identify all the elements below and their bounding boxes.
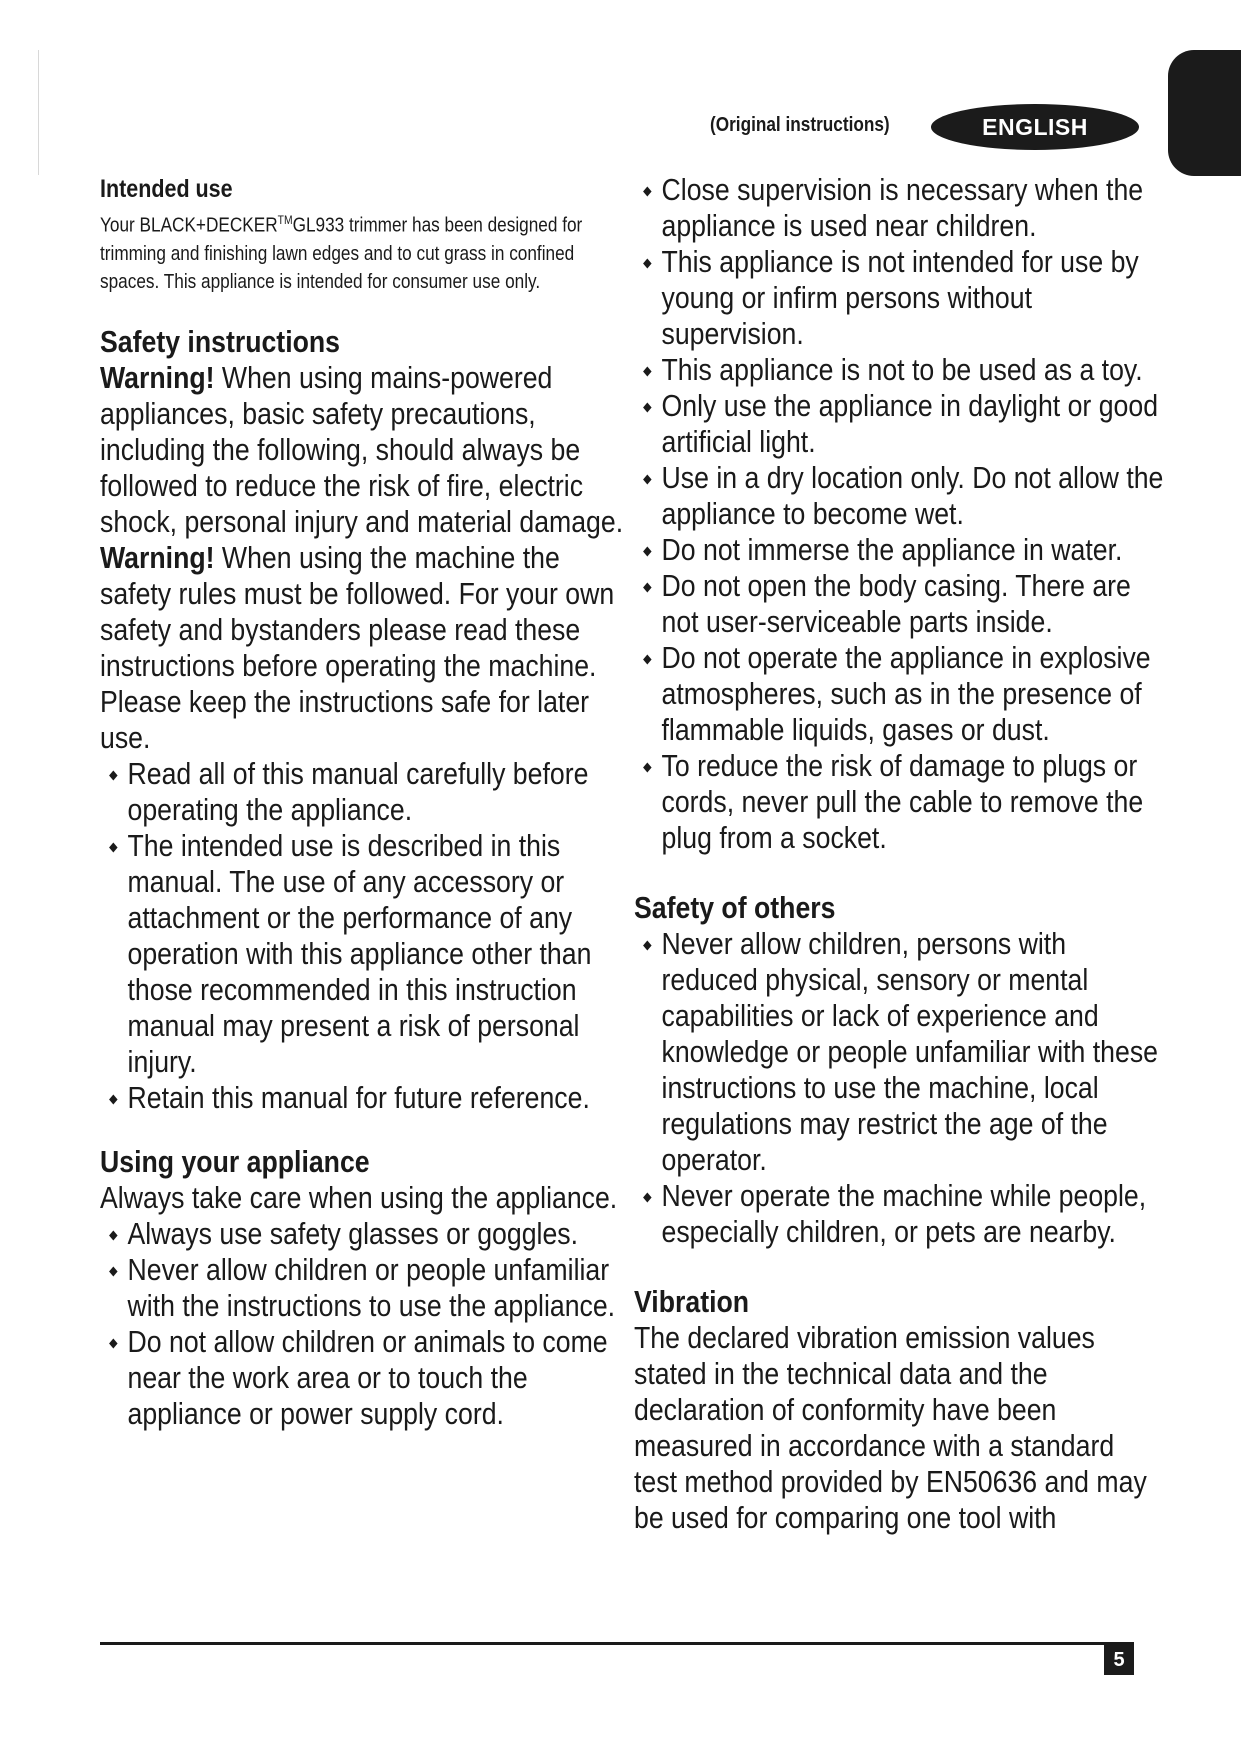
using-appliance-heading: Using your appliance	[100, 1143, 370, 1179]
bullet-diamond-icon	[643, 583, 652, 593]
general-safety-list	[634, 172, 1164, 856]
bullet-diamond-icon	[109, 770, 118, 780]
intended-use-heading: Intended use	[100, 175, 233, 203]
list-item: Do not operate the appliance in explosive atmospheres, such as in the presence of flammable liquids, gases or dust.	[634, 640, 1164, 748]
list-item: Never allow children or people unfamiliar with the instructions to use the appliance.	[100, 1252, 630, 1324]
vibration-heading: Vibration	[634, 1284, 750, 1319]
using-appliance-list	[100, 1216, 630, 1432]
page-number: 5	[1104, 1645, 1134, 1675]
vibration-text: The declared vibration emission values stated in the technical data and the declaration of conformity have been measured in accordance with a standard test method provided by EN50636 and may be used for comparing one tool with	[634, 1320, 1147, 1535]
bullet-diamond-icon	[109, 1094, 118, 1104]
list-item: Retain this manual for future reference.	[100, 1080, 630, 1116]
bullet-diamond-icon	[643, 187, 652, 197]
warning-paragraph-2	[100, 540, 630, 756]
using-appliance-intro: Always take care when using the appliance.	[100, 1179, 618, 1215]
list-item: Read all of this manual carefully before operating the appliance.	[100, 756, 630, 828]
list-item: Do not allow children or animals to come near the work area or to touch the appliance or power supply cord.	[100, 1324, 630, 1432]
intended-use-text-start: Your BLACK+DECKER	[100, 214, 278, 237]
bullet-diamond-icon	[643, 367, 652, 377]
safety-of-others-list	[634, 926, 1164, 1250]
list-item: Never allow children, persons with reduced physical, sensory or mental capabilities or lack of experience and knowledge or people unfamiliar with these instructions to use the machine, local regulations may restrict the age of the operator.	[634, 926, 1164, 1178]
language-badge: ENGLISH	[931, 104, 1139, 150]
language-thumb-tab	[1168, 50, 1241, 176]
safety-of-others-heading: Safety of others	[634, 890, 836, 925]
original-instructions-label: (Original instructions)	[710, 114, 890, 136]
warning-text-1: When using mains-powered appliances, basic safety precautions, including the following, should always be followed to reduce the risk of fire, electric shock, personal injury and material damage.	[100, 359, 624, 539]
list-item: Only use the appliance in daylight or good artificial light.	[634, 388, 1164, 460]
list-item: This appliance is not to be used as a toy.	[634, 352, 1164, 388]
trademark-mark: TM	[277, 213, 293, 227]
list-item: Do not immerse the appliance in water.	[634, 532, 1164, 568]
safety-instructions-list	[100, 756, 630, 1116]
intended-use-text-end: GL933 trimmer has been designed for trimming and finishing lawn edges and to cut grass in confined spaces. This appliance is intended for consumer use only.	[100, 214, 583, 293]
left-column	[100, 160, 630, 1432]
warning-paragraph-1	[100, 360, 630, 540]
list-item: To reduce the risk of damage to plugs or cords, never pull the cable to remove the plug from a socket.	[634, 748, 1164, 856]
bullet-diamond-icon	[109, 1230, 118, 1240]
list-item: Never operate the machine while people, especially children, or pets are nearby.	[634, 1178, 1164, 1250]
bullet-diamond-icon	[643, 1193, 652, 1203]
list-item: Do not open the body casing. There are not user-serviceable parts inside.	[634, 568, 1164, 640]
bullet-diamond-icon	[643, 763, 652, 773]
bullet-diamond-icon	[643, 655, 652, 665]
footer-rule	[100, 1642, 1134, 1645]
bullet-diamond-icon	[643, 547, 652, 557]
bullet-diamond-icon	[643, 259, 652, 269]
safety-instructions-heading: Safety instructions	[100, 323, 340, 359]
bullet-diamond-icon	[109, 842, 118, 852]
list-item: Always use safety glasses or goggles.	[100, 1216, 630, 1252]
warning-label-2: Warning!	[100, 539, 215, 575]
warning-text-2: When using the machine the safety rules must be followed. For your own safety and bystanders please read these instructions before operating the machine. Please keep the instructions safe for later use.	[100, 539, 615, 755]
bullet-diamond-icon	[643, 475, 652, 485]
bullet-diamond-icon	[109, 1338, 118, 1348]
bullet-diamond-icon	[643, 403, 652, 413]
list-item: This appliance is not intended for use by young or infirm persons without supervision.	[634, 244, 1164, 352]
list-item: Use in a dry location only. Do not allow the appliance to become wet.	[634, 460, 1164, 532]
list-item: The intended use is described in this manual. The use of any accessory or attachment or the performance of any operation with this appliance other than those recommended in this instruction manual may present a risk of personal injury.	[100, 828, 630, 1080]
bullet-diamond-icon	[643, 941, 652, 951]
list-item: Close supervision is necessary when the appliance is used near children.	[634, 172, 1164, 244]
right-column	[634, 172, 1164, 1536]
intended-use-text	[100, 206, 630, 296]
page-edge-line	[38, 50, 39, 175]
warning-label-1: Warning!	[100, 359, 215, 395]
bullet-diamond-icon	[109, 1266, 118, 1276]
